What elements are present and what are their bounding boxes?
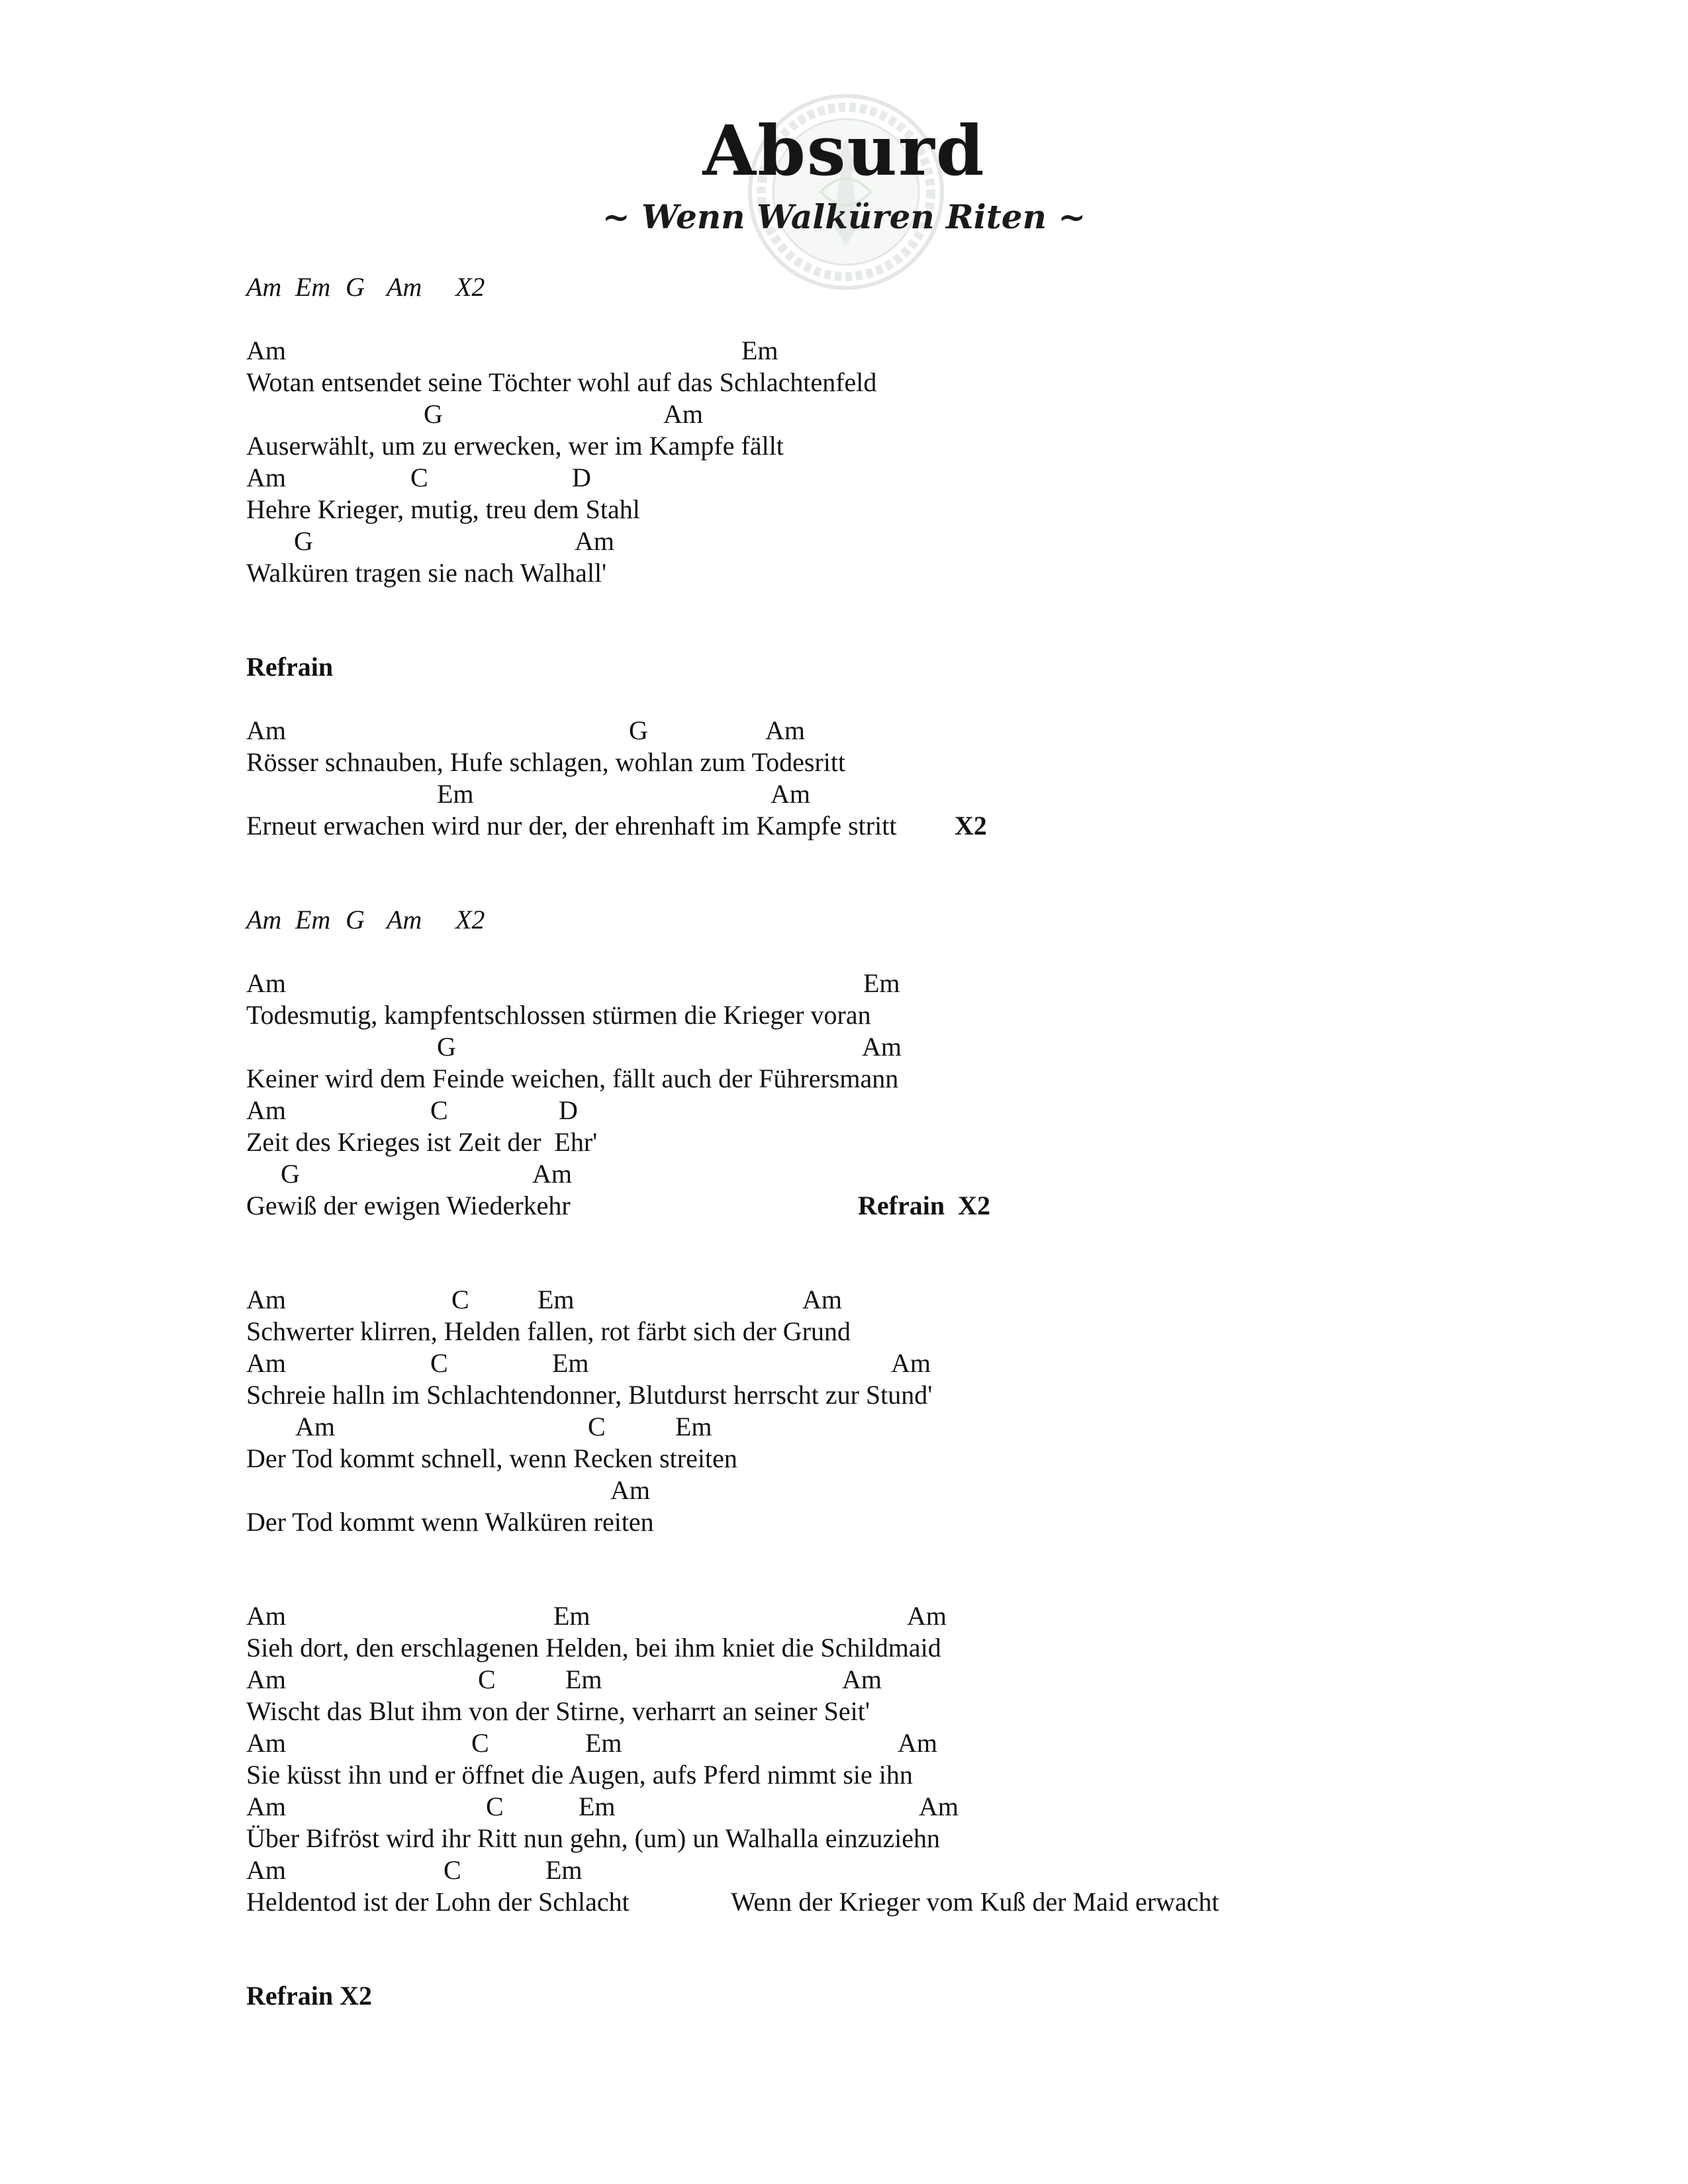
lyric-text: Schreie halln im Schlachtendonner, Blutdurst herrscht zur Stund'	[246, 1380, 933, 1410]
lyric-line	[0, 1190, 1688, 1222]
lyric-text: Wenn der Krieger vom Kuß der Maid erwacht	[731, 1887, 1219, 1917]
chord-line	[0, 1158, 1688, 1190]
section-label	[0, 1980, 1688, 2012]
lyric-text: Der Tod kommt wenn Walküren reiten	[246, 1507, 654, 1537]
chord: G	[437, 1032, 456, 1062]
chord-line	[0, 1031, 1688, 1063]
chord: Am	[295, 1412, 335, 1441]
intro-chord-line	[0, 904, 1688, 936]
section-label	[0, 651, 1688, 683]
intro-chord-line	[0, 271, 1688, 303]
chord: Am	[246, 463, 286, 492]
chord: Am	[771, 779, 810, 809]
chord: C	[478, 1664, 496, 1694]
chord-line	[0, 335, 1688, 367]
lyric-line	[0, 494, 1688, 525]
lyric-line	[0, 1506, 1688, 1538]
lyric-line	[0, 557, 1688, 589]
chord: Em	[295, 272, 331, 302]
lyric-text: Rösser schnauben, Hufe schlagen, wohlan zum Todesritt	[246, 747, 846, 777]
chord: C	[588, 1412, 606, 1441]
chord: Em	[565, 1664, 602, 1694]
chord: Am	[246, 1285, 286, 1314]
chord: Am	[246, 968, 286, 998]
chord: C	[410, 463, 428, 492]
chord: Am	[898, 1728, 937, 1758]
chord: D	[559, 1095, 578, 1125]
chord: Am	[862, 1032, 902, 1062]
chord: Am	[387, 272, 422, 302]
lyric-line	[0, 1886, 1688, 1918]
chord-line	[0, 1284, 1688, 1316]
lyric-line	[0, 999, 1688, 1031]
lyric-text: Der Tod kommt schnell, wenn Recken streiten	[246, 1443, 737, 1473]
chord-line	[0, 1095, 1688, 1126]
chord: Em	[863, 968, 900, 998]
chord: G	[346, 905, 365, 934]
chord: C	[486, 1792, 504, 1821]
chord: Am	[246, 272, 282, 302]
chord-line	[0, 1664, 1688, 1696]
lyric-text: Erneut erwachen wird nur der, der ehrenhaft im Kampfe stritt	[246, 811, 897, 841]
lyric-text: Gewiß der ewigen Wiederkehr	[246, 1191, 571, 1220]
chord: Am	[246, 1792, 286, 1821]
chord: C	[430, 1348, 448, 1378]
chord: Am	[532, 1159, 572, 1189]
chord-line	[0, 398, 1688, 430]
lyric-text: Schwerter klirren, Helden fallen, rot färbt sich der Grund	[246, 1316, 851, 1346]
lyric-line	[0, 1443, 1688, 1475]
chord: Em	[553, 1601, 590, 1631]
chord: G	[346, 272, 365, 302]
chord: Em	[585, 1728, 622, 1758]
chord: Am	[246, 1664, 286, 1694]
chord-line	[0, 462, 1688, 494]
chord-line	[0, 525, 1688, 557]
repeat-marker: X2	[955, 811, 987, 841]
chord: Em	[675, 1412, 712, 1441]
repeat-marker: X2	[455, 905, 485, 934]
lyric-line	[0, 1696, 1688, 1727]
repeat-marker: X2	[455, 272, 485, 302]
refrain-cue: Refrain X2	[858, 1191, 990, 1220]
chord: Am	[919, 1792, 959, 1821]
chord-line	[0, 1791, 1688, 1823]
chord-line	[0, 715, 1688, 747]
chord: Em	[295, 905, 331, 934]
chord: G	[294, 526, 313, 556]
chord-line	[0, 778, 1688, 810]
chord-line	[0, 1600, 1688, 1632]
chord-line	[0, 968, 1688, 999]
chord: Am	[246, 905, 282, 934]
chord: Am	[246, 336, 286, 365]
lyric-text: Walküren tragen sie nach Walhall'	[246, 558, 607, 588]
chord-line	[0, 1475, 1688, 1506]
refrain-label: Refrain	[246, 652, 334, 682]
chord: Am	[246, 1095, 286, 1125]
chord: Em	[552, 1348, 589, 1378]
chord: Am	[246, 1348, 286, 1378]
lyric-line	[0, 1379, 1688, 1411]
lyric-line	[0, 1632, 1688, 1664]
chord: Em	[545, 1855, 583, 1885]
chord-line	[0, 1727, 1688, 1759]
lyric-line	[0, 367, 1688, 398]
lyric-line	[0, 747, 1688, 778]
chord-line	[0, 1347, 1688, 1379]
chord: Am	[246, 1601, 286, 1631]
lyric-text: Sie küsst ihn und er öffnet die Augen, aufs Pferd nimmt sie ihn	[246, 1760, 913, 1790]
chord: D	[572, 463, 591, 492]
lyric-text: Zeit des Krieges ist Zeit der Ehr'	[246, 1127, 598, 1157]
chord: C	[444, 1855, 461, 1885]
lyric-text: Wischt das Blut ihm von der Stirne, verharrt an seiner Seit'	[246, 1696, 870, 1726]
chord: G	[424, 399, 443, 429]
chord: C	[471, 1728, 489, 1758]
chord: Am	[575, 526, 614, 556]
chord: G	[281, 1159, 300, 1189]
lyric-line	[0, 1126, 1688, 1158]
chord: C	[451, 1285, 469, 1314]
lyric-line	[0, 1823, 1688, 1854]
lyric-text: Sieh dort, den erschlagenen Helden, bei ihm kniet die Schildmaid	[246, 1633, 941, 1662]
chord: Am	[891, 1348, 931, 1378]
lyric-text: Hehre Krieger, mutig, treu dem Stahl	[246, 494, 640, 524]
song-title: Absurd	[702, 110, 986, 191]
lyric-text: Todesmutig, kampfentschlossen stürmen die Krieger voran	[246, 1000, 871, 1030]
chord-line	[0, 1411, 1688, 1443]
outro-refrain-label: Refrain X2	[246, 1981, 372, 2011]
chord: Em	[437, 779, 474, 809]
chord: Em	[741, 336, 778, 365]
lyric-line	[0, 430, 1688, 462]
lyric-text: Wotan entsendet seine Töchter wohl auf das Schlachtenfeld	[246, 367, 877, 397]
lyric-text: Über Bifröst wird ihr Ritt nun gehn, (um) un Walhalla einzuziehn	[246, 1823, 941, 1853]
chord: Am	[246, 1855, 286, 1885]
chord: Am	[610, 1475, 650, 1505]
chord-line	[0, 1854, 1688, 1886]
lyric-line	[0, 1316, 1688, 1347]
chord: Am	[246, 715, 286, 745]
chord: Am	[246, 1728, 286, 1758]
chord: Am	[802, 1285, 842, 1314]
lyric-text: Keiner wird dem Feinde weichen, fällt auch der Führersmann	[246, 1064, 899, 1093]
chord: Em	[538, 1285, 575, 1314]
lyric-text: Auserwählt, um zu erwecken, wer im Kampfe fällt	[246, 431, 784, 461]
song-subtitle: ~ Wenn Walküren Riten ~	[602, 197, 1086, 236]
chord: C	[430, 1095, 448, 1125]
chord: Am	[842, 1664, 882, 1694]
chord: G	[629, 715, 648, 745]
chord: Am	[387, 905, 422, 934]
chord: Em	[579, 1792, 616, 1821]
lyric-line	[0, 1063, 1688, 1095]
chord: Am	[907, 1601, 947, 1631]
chord: Am	[663, 399, 703, 429]
lyric-line	[0, 810, 1688, 842]
lyric-text: Heldentod ist der Lohn der Schlacht	[246, 1887, 630, 1917]
chord: Am	[765, 715, 805, 745]
lyric-line	[0, 1759, 1688, 1791]
